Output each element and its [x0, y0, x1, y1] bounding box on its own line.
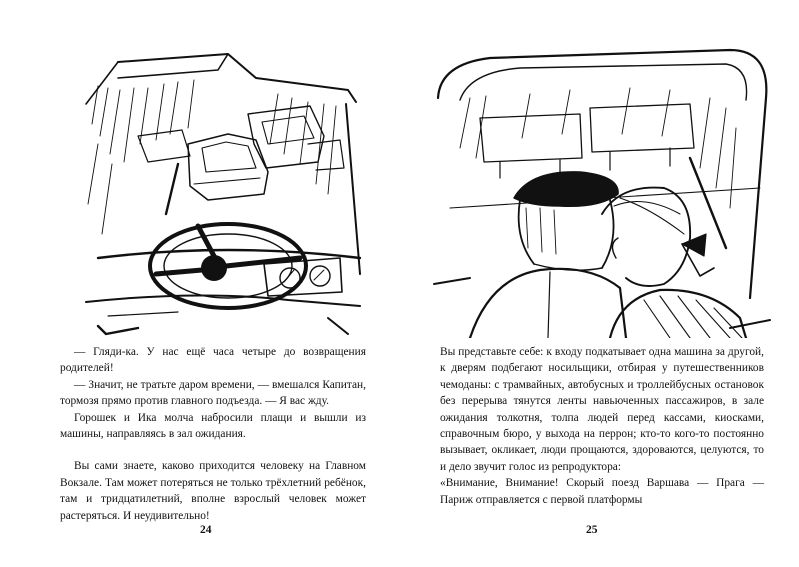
paragraph: Вы представьте себе: к входу подкатывает одна машина за другой, к дверям подбегают носильщики, отбирая у путешественников чемоданы: с трамвайных, автобусных и троллейбусных остановок без перерыва тянутся ленты навьюченных пассажиров, в зале ожидания толкотня, толпа людей перед кассами, киосками, справочным бюро, у выхода на перрон; кто-то кого-то постоянно вызывает, окликает, люди прощаются, здороваются, целуются, то и дело звучит голос из репродуктора: [440, 346, 764, 473]
illustration-children-in-car [430, 38, 776, 338]
paragraph: Горошек и Ика молча набросили плащи и вышли из машины, направляясь в зал ожидания. [60, 411, 366, 441]
paragraph: — Значит, не тратьте даром времени, — вмешался Капитан, тормозя прямо против главного подъезда. — Я вас жду. [60, 378, 366, 408]
page-number: 25 [586, 524, 598, 536]
right-page [400, 0, 799, 567]
right-text [440, 344, 764, 508]
page-number: 24 [200, 524, 212, 536]
paragraph: — Гляди-ка. У нас ещё часа четыре до возвращения родителей! [60, 346, 366, 375]
left-text [60, 344, 366, 524]
illustration-car-dashboard [78, 44, 370, 340]
paragraph: Вы сами знаете, каково приходится человеку на Главном Вокзале. Там может потеряться не только трёхлетний ребёнок, там и тридцатилетний, вполне взрослый человек может растеряться. И неудивительно! [60, 460, 366, 522]
paragraph: «Внимание, Внимание! Скорый поезд Варшава — Прага — Париж отправляется с первой платформы [440, 477, 764, 506]
